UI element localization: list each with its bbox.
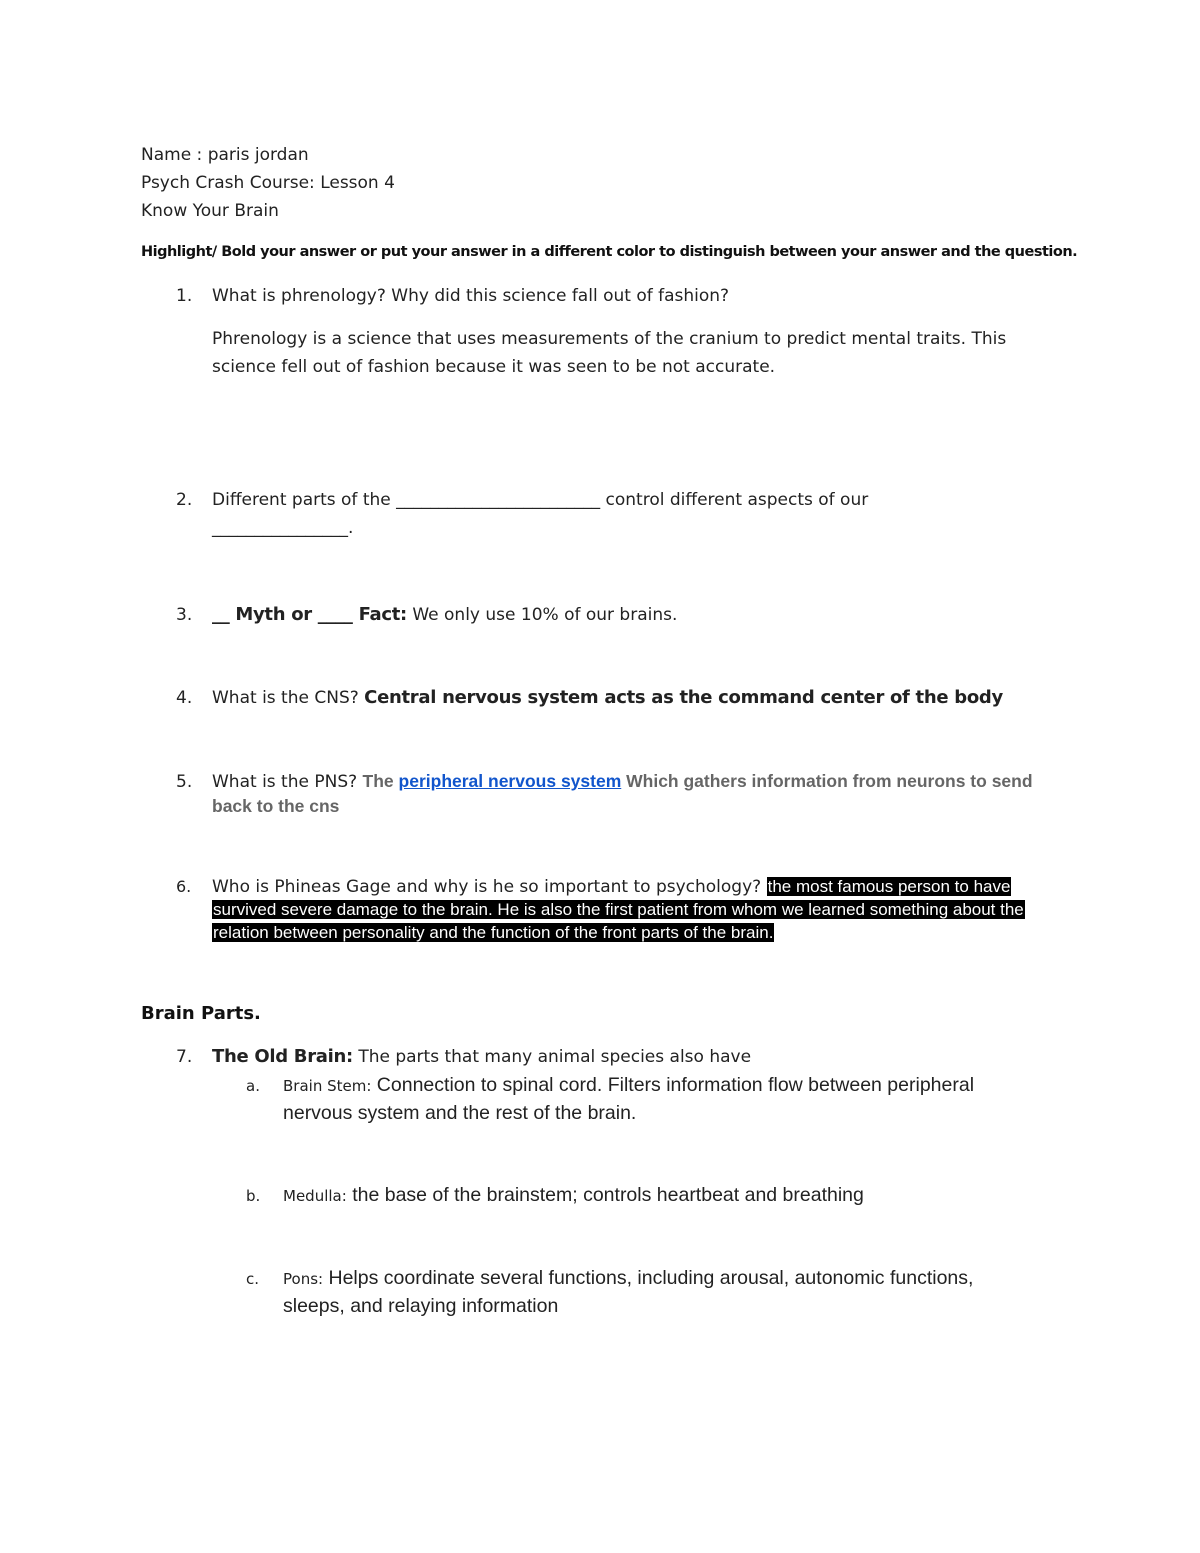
- instructions: Highlight/ Bold your answer or put your answer in a different color to distinguish between your answer and the question.: [141, 244, 1078, 260]
- question-5: [212, 771, 1092, 792]
- brain-stem-answer-line-1: Connection to spinal cord. Filters information flow between peripheral: [371, 1074, 975, 1096]
- old-brain-label: The Old Brain:: [212, 1046, 353, 1067]
- question-4-number: 4.: [176, 688, 193, 708]
- question-1: What is phrenology? Why did this science fall out of fashion?: [212, 286, 730, 306]
- answer-5-pre: The: [362, 771, 399, 791]
- question-4-text: What is the CNS?: [212, 688, 365, 708]
- answer-6-line-3: relation between personality and the function of the front parts of the brain.: [213, 923, 774, 942]
- question-1-number: 1.: [176, 286, 193, 306]
- pons-answer-line-2: sleeps, and relaying information: [283, 1295, 559, 1317]
- item-b-letter: b.: [246, 1187, 261, 1205]
- lesson-title: Know Your Brain: [141, 201, 279, 221]
- question-3-number: 3.: [176, 605, 193, 625]
- answer-4: Central nervous system acts as the command center of the body: [364, 687, 1003, 708]
- question-4: [212, 687, 1092, 708]
- question-2-number: 2.: [176, 490, 193, 510]
- question-5-text: What is the PNS?: [212, 772, 363, 792]
- question-2-line-2: ________________.: [212, 518, 354, 538]
- item-a-letter: a.: [246, 1077, 260, 1095]
- course-title: Psych Crash Course: Lesson 4: [141, 173, 395, 193]
- answer-5-post: Which gathers information from neurons to send: [621, 771, 1033, 791]
- item-a: [283, 1074, 1083, 1097]
- item-c: [283, 1267, 1083, 1290]
- question-7-number: 7.: [176, 1047, 193, 1067]
- brain-stem-term: Brain Stem:: [283, 1077, 372, 1095]
- question-3-myth-fact: __ Myth or ____ Fact:: [212, 604, 407, 625]
- pons-term: Pons:: [283, 1270, 324, 1288]
- item-c-letter: c.: [246, 1270, 260, 1288]
- answer-6-line-2: survived severe damage to the brain. He is also the first patient from whom we learned something about the: [213, 900, 1024, 919]
- medulla-answer: the base of the brainstem; controls heartbeat and breathing: [346, 1184, 864, 1206]
- question-6-text: Who is Phineas Gage and why is he so important to psychology?: [212, 877, 767, 897]
- question-6-number: 6.: [176, 877, 192, 896]
- answer-6-line-2-wrap: [212, 898, 1025, 921]
- item-b: [283, 1184, 1083, 1207]
- question-5-number: 5.: [176, 772, 193, 792]
- answer-1-line-2: science fell out of fashion because it was seen to be not accurate.: [212, 357, 776, 377]
- answer-6-line-3-wrap: [212, 921, 774, 944]
- question-3-statement: We only use 10% of our brains.: [406, 605, 678, 625]
- brain-stem-answer-line-2: nervous system and the rest of the brain.: [283, 1102, 637, 1124]
- question-3: [212, 604, 1092, 625]
- question-6-line-1: [212, 875, 1011, 899]
- answer-6-line-1: the most famous person to have: [767, 877, 1011, 896]
- answer-5-line-2: back to the cns: [212, 796, 340, 816]
- answer-1-line-1: Phrenology is a science that uses measurements of the cranium to predict mental traits. This: [212, 329, 1007, 349]
- pons-answer-line-1: Helps coordinate several functions, including arousal, autonomic functions,: [323, 1267, 974, 1289]
- old-brain-description: The parts that many animal species also have: [352, 1047, 752, 1067]
- question-2-line-1: Different parts of the ________________________ control different aspects of our: [212, 490, 869, 510]
- peripheral-nervous-system-link[interactable]: peripheral nervous system: [398, 771, 622, 791]
- question-7: [212, 1046, 1092, 1067]
- medulla-term: Medulla:: [283, 1187, 347, 1205]
- student-name: Name : paris jordan: [141, 145, 309, 165]
- brain-parts-heading: Brain Parts.: [141, 1003, 261, 1024]
